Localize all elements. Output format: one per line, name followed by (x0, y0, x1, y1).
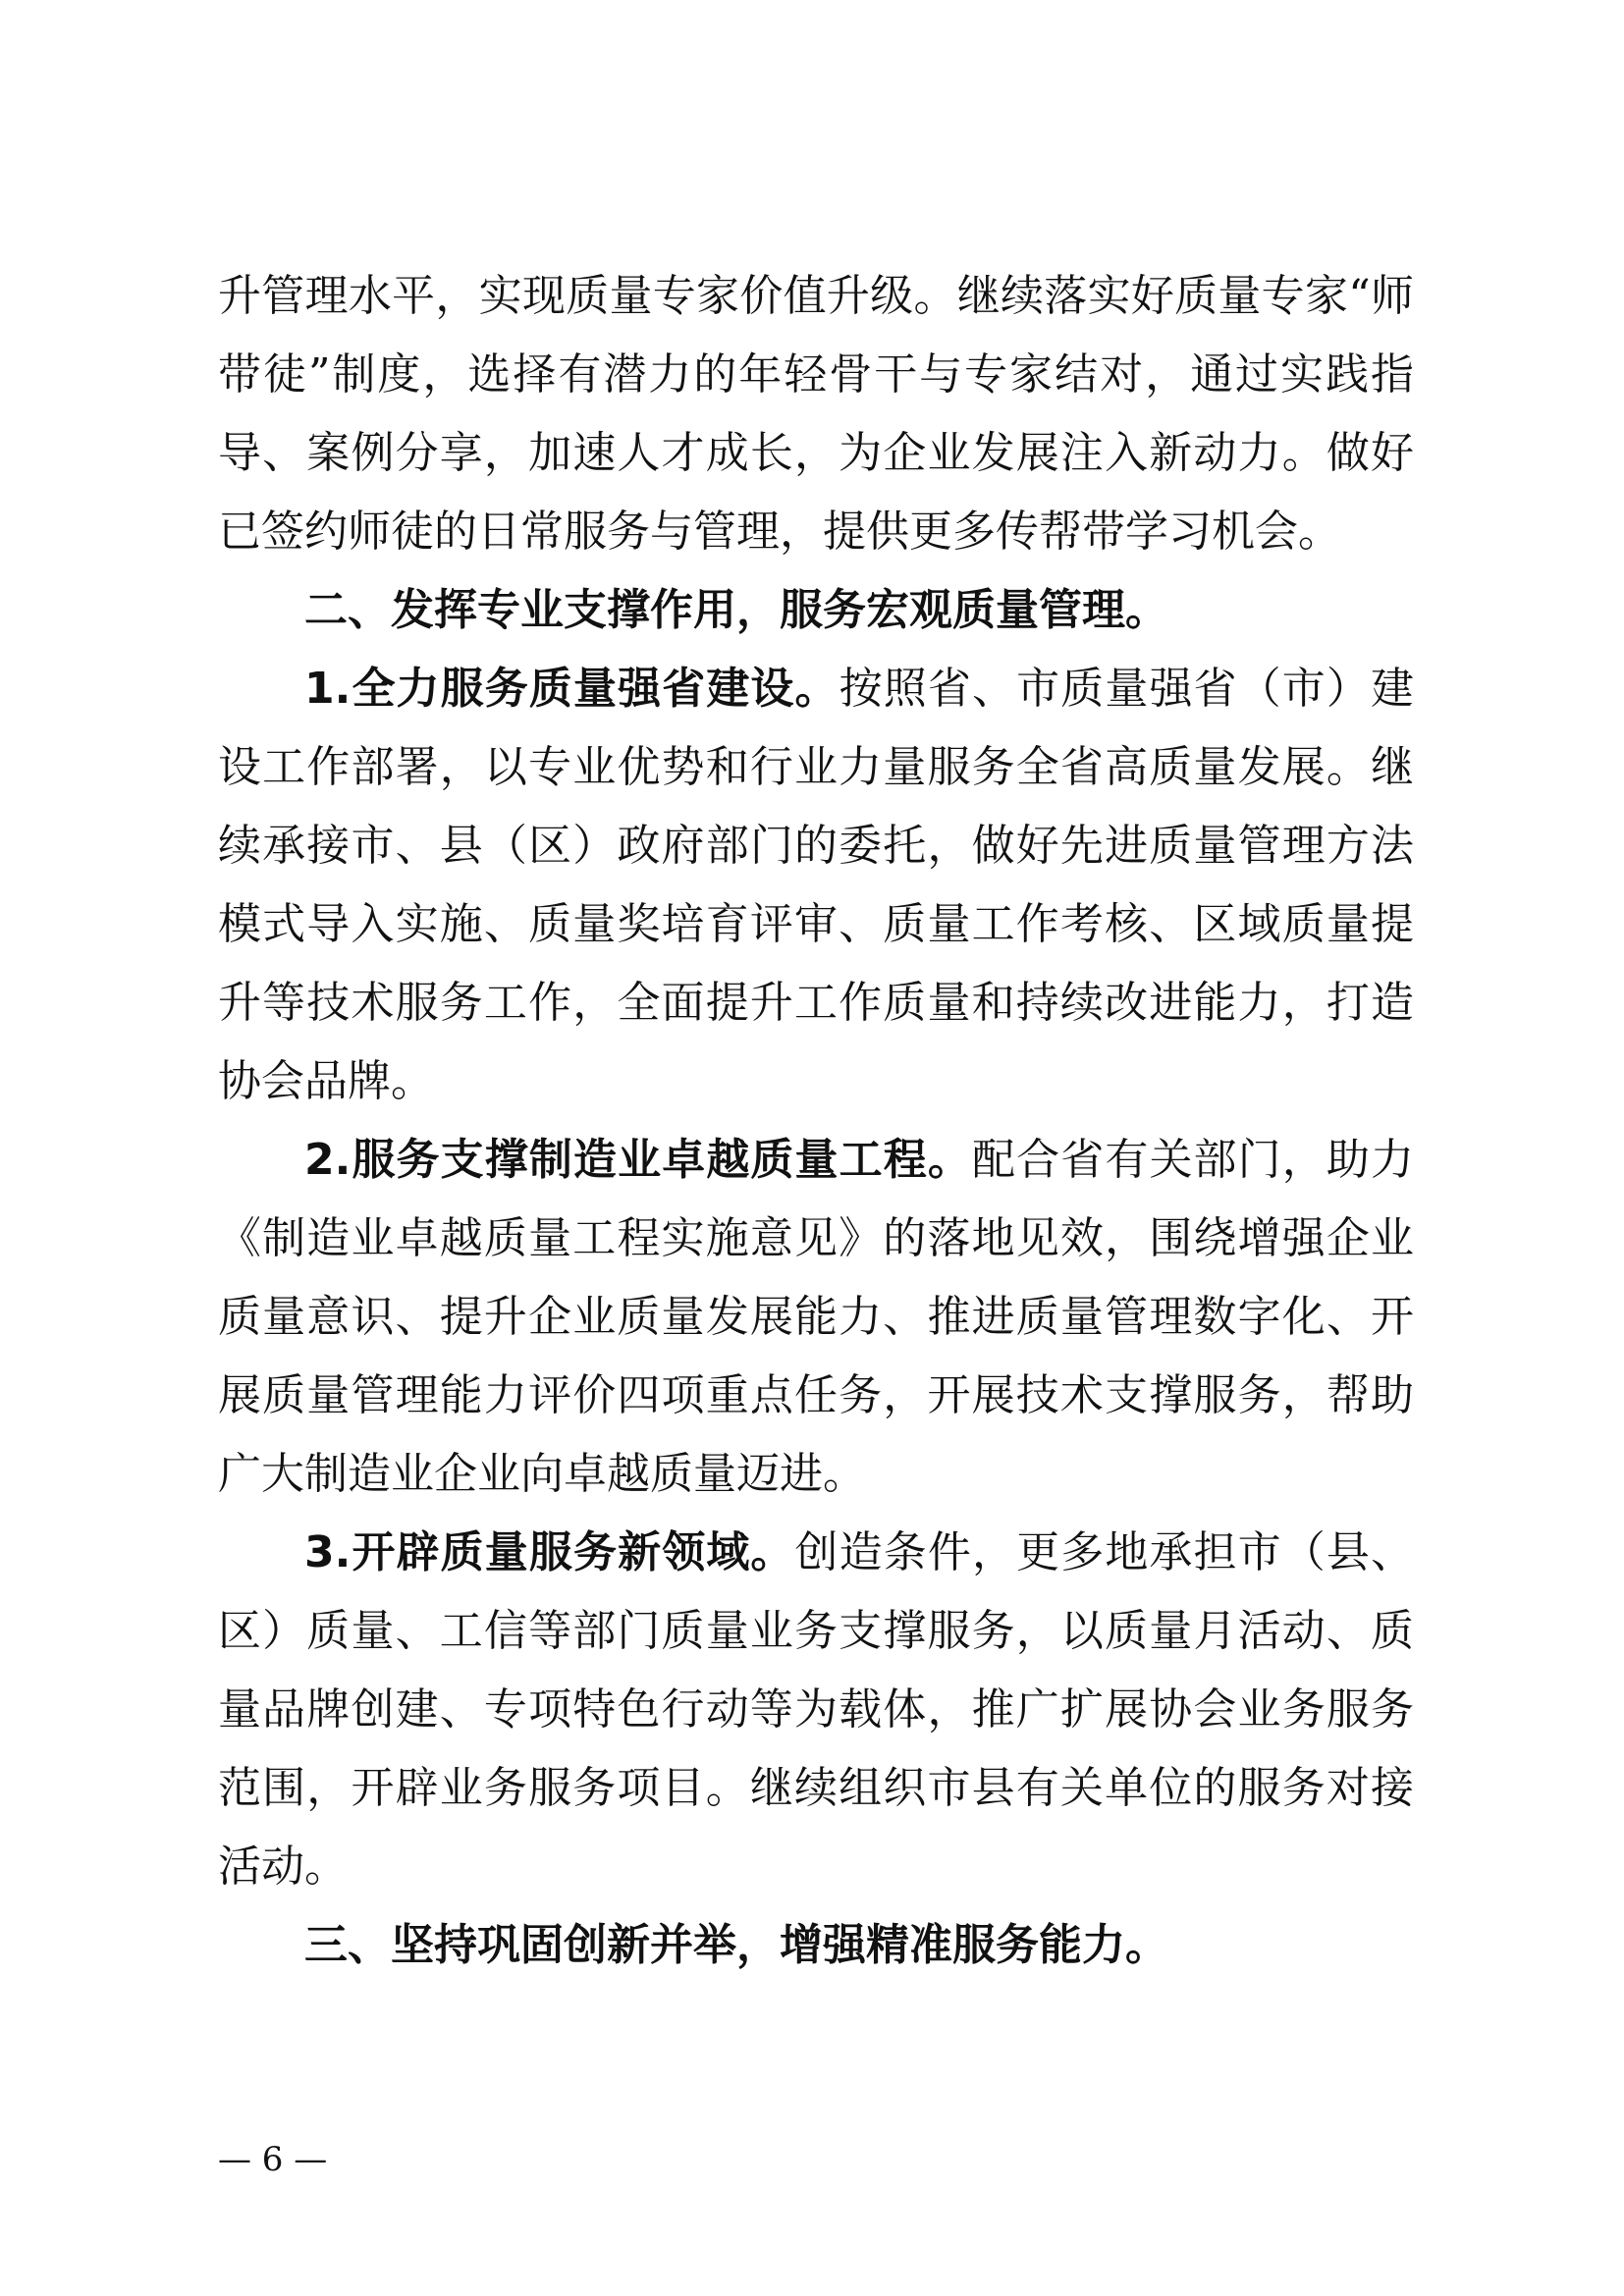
section-heading-2: 二、发挥专业支撑作用，服务宏观质量管理。 (304, 585, 1168, 635)
item-1-title: 1.全力服务质量强省建设。 (304, 664, 839, 714)
item-3-text: 创造条件，更多地承担市（县、 (794, 1527, 1414, 1577)
paragraph-line: 升管理水平，实现质量专家价值升级。继续落实好质量专家“师 (218, 271, 1414, 321)
item-2-text: 配合省有关部门，助力 (972, 1135, 1414, 1185)
paragraph-line: 模式导入实施、质量奖培育评审、质量工作考核、区域质量提 (218, 899, 1414, 949)
paragraph-line: 已签约师徒的日常服务与管理，提供更多传帮带学习机会。 (218, 507, 1341, 557)
document-body (218, 257, 1414, 1985)
paragraph-line: 区）质量、工信等部门质量业务支撑服务，以质量月活动、质 (218, 1606, 1414, 1656)
paragraph-line: 《制造业卓越质量工程实施意见》的落地见效，围绕增强企业 (218, 1213, 1414, 1263)
item-2-title: 2.服务支撑制造业卓越质量工程。 (304, 1135, 972, 1185)
item-3-title: 3.开辟质量服务新领域。 (304, 1527, 795, 1577)
paragraph-line: 范围，开辟业务服务项目。继续组织市县有关单位的服务对接 (218, 1763, 1414, 1813)
paragraph-line: 设工作部署，以专业优势和行业力量服务全省高质量发展。继 (218, 742, 1414, 792)
paragraph-line: 广大制造业企业向卓越质量迈进。 (218, 1449, 866, 1499)
item-2-first-line (218, 1121, 1414, 1200)
page-number: — 6 — (218, 2140, 328, 2179)
item-3-first-line (218, 1514, 1414, 1592)
paragraph-line: 升等技术服务工作，全面提升工作质量和持续改进能力，打造 (218, 978, 1414, 1028)
paragraph-line: 质量意识、提升企业质量发展能力、推进质量管理数字化、开 (218, 1292, 1414, 1342)
paragraph-line: 续承接市、县（区）政府部门的委托，做好先进质量管理方法 (218, 821, 1414, 871)
paragraph-line: 量品牌创建、专项特色行动等为载体，推广扩展协会业务服务 (218, 1684, 1414, 1735)
section-heading-3: 三、坚持巩固创新并举，增强精准服务能力。 (304, 1920, 1168, 1970)
item-1-first-line (218, 650, 1414, 728)
paragraph-line: 协会品牌。 (218, 1056, 434, 1106)
item-1-text: 按照省、市质量强省（市）建 (839, 664, 1414, 714)
paragraph-line: 展质量管理能力评价四项重点任务，开展技术支撑服务，帮助 (218, 1370, 1414, 1420)
paragraph-line: 活动。 (218, 1842, 348, 1892)
paragraph-line: 带徒”制度，选择有潜力的年轻骨干与专家结对，通过实践指 (218, 349, 1414, 400)
paragraph-line: 导、案例分享，加速人才成长，为企业发展注入新动力。做好 (218, 428, 1414, 478)
